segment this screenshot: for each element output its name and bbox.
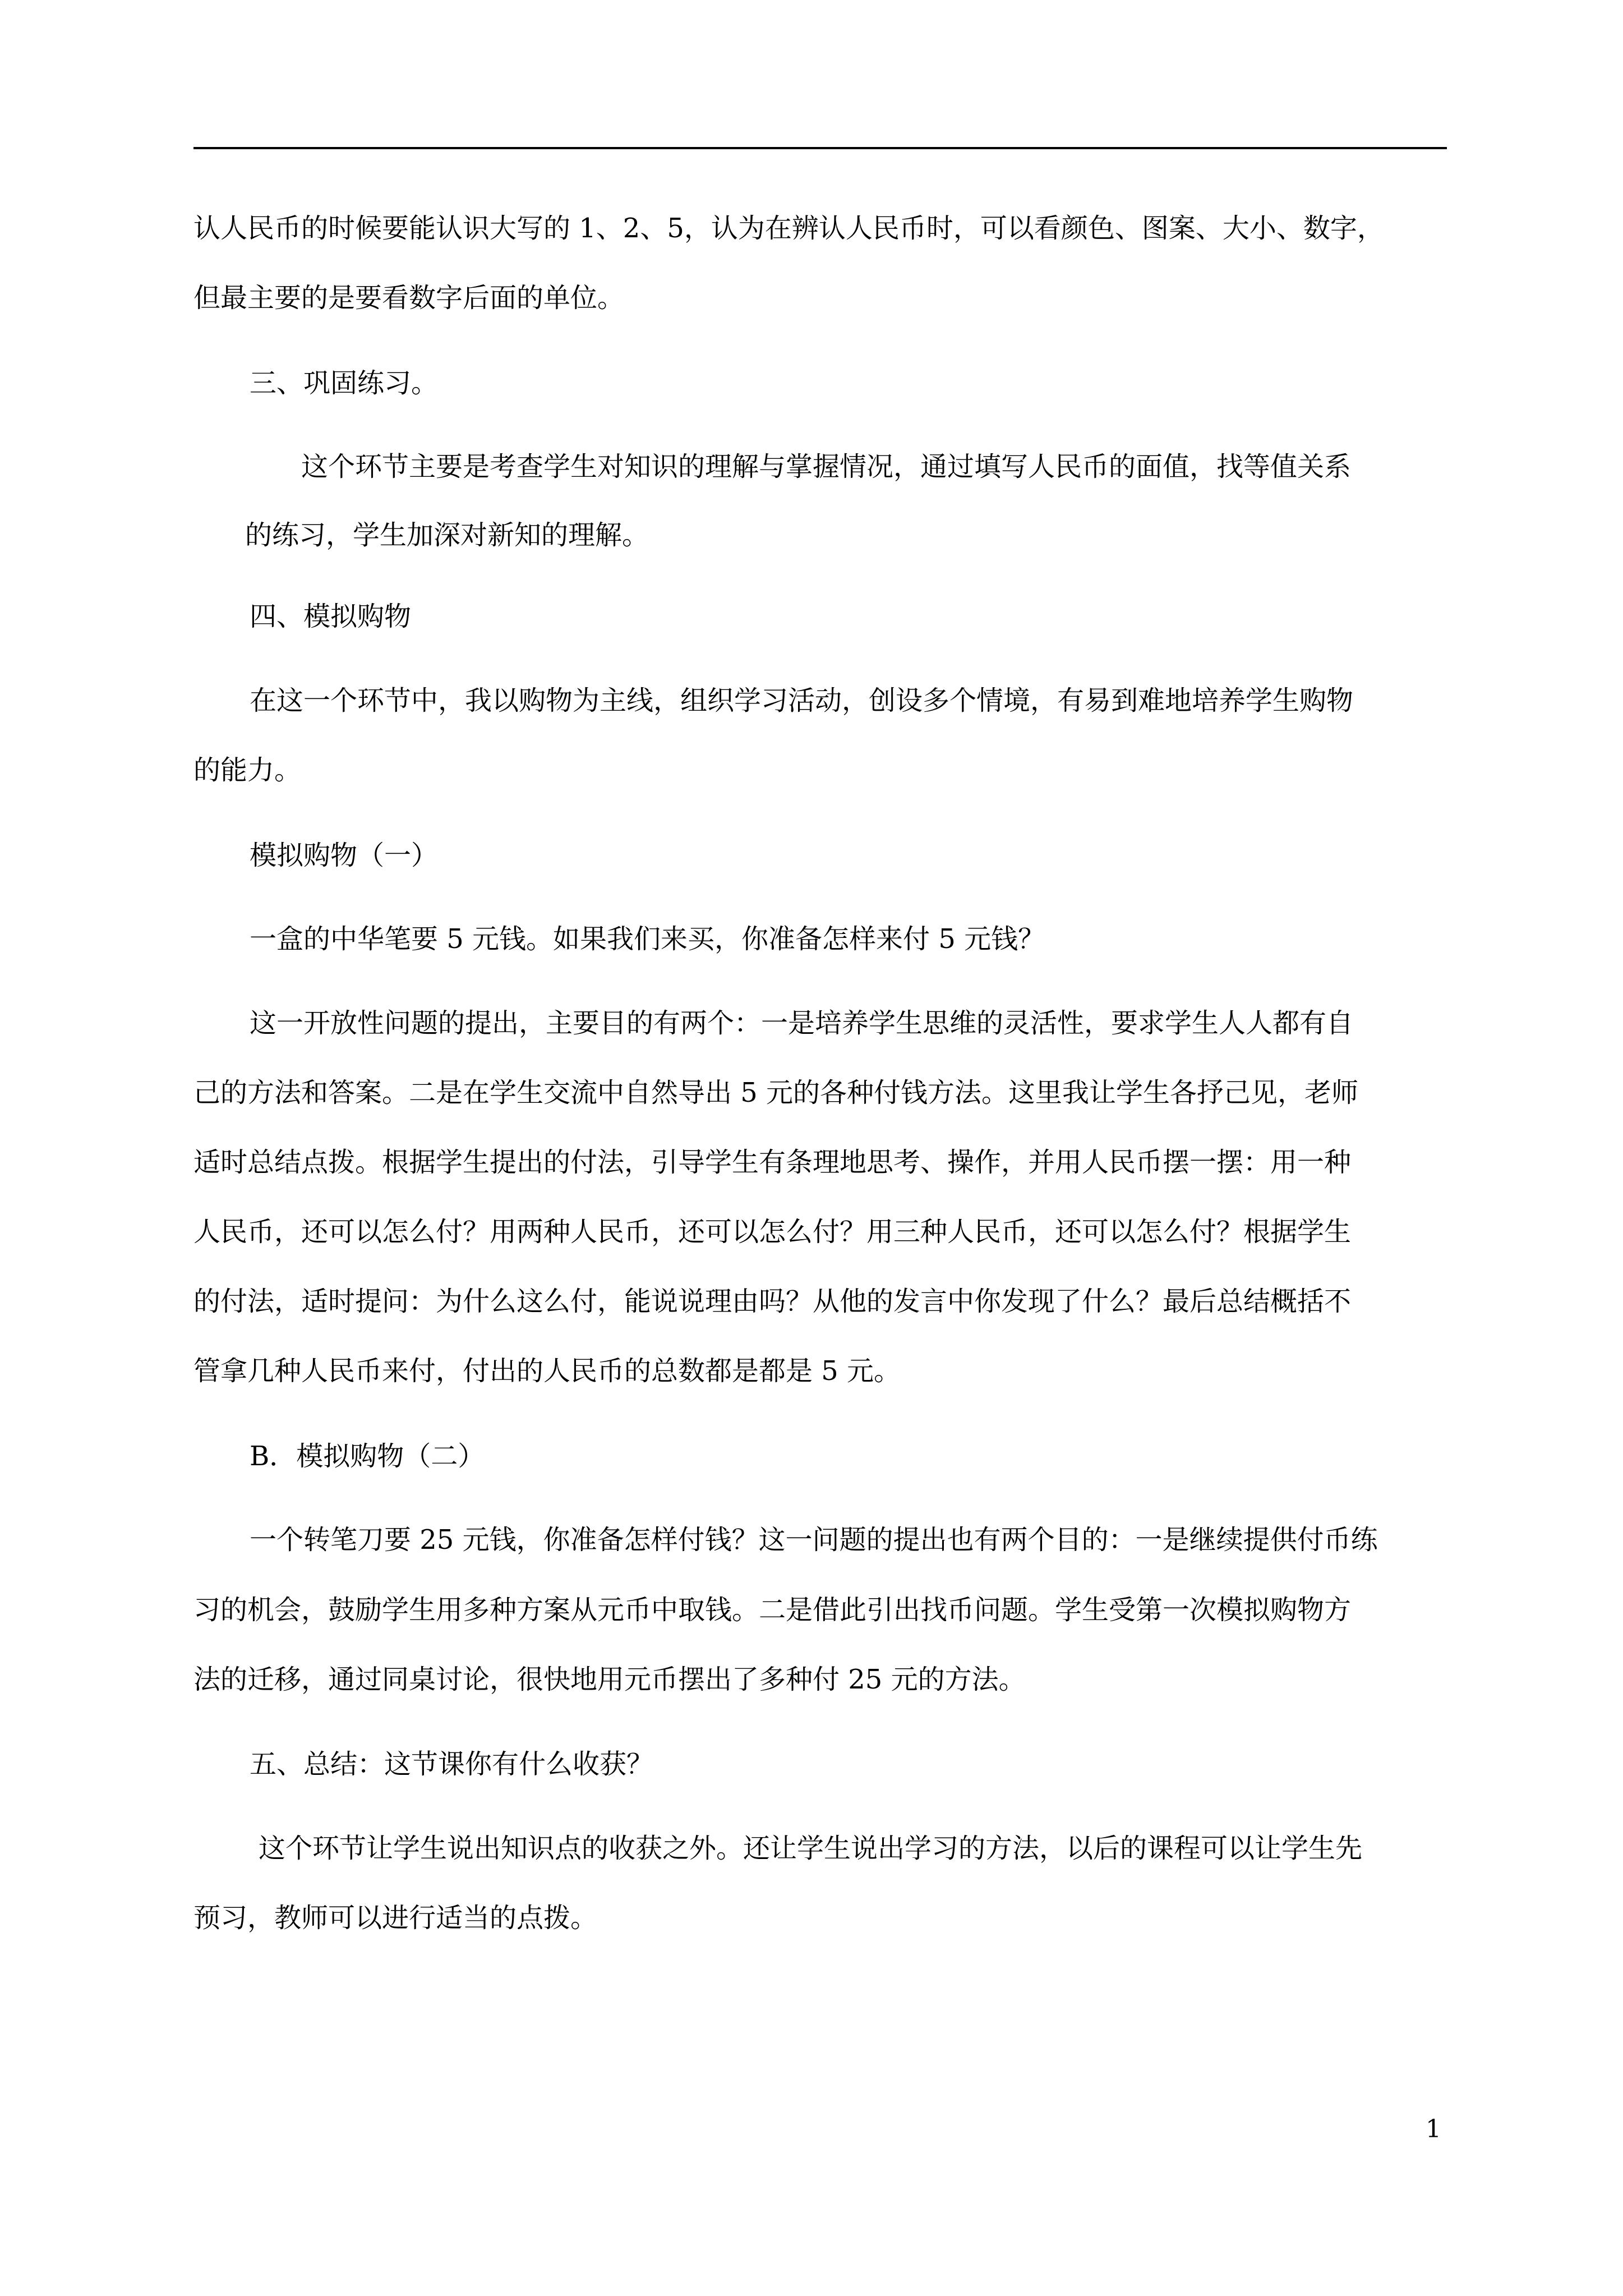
section-heading: 五、总结：这节课你有什么收获？	[250, 1749, 654, 1780]
body-line: 的付法，适时提问：为什么这么付，能说说理由吗？从他的发言中你发现了什么？最后总结概括不	[193, 1286, 1352, 1317]
body-line: 这一开放性问题的提出，主要目的有两个：一是培养学生思维的灵活性，要求学生人人都有自	[250, 1007, 1354, 1039]
body-line: 人民币，还可以怎么付？用两种人民币，还可以怎么付？用三种人民币，还可以怎么付？根据学生	[193, 1216, 1352, 1248]
body-line: 法的迁移，通过同桌讨论，很快地用元币摆出了多种付 25 元的方法。	[193, 1664, 1026, 1695]
page-number: 1	[1426, 2115, 1441, 2143]
body-line: 这个环节主要是考查学生对知识的理解与掌握情况，通过填写人民币的面值，找等值关系	[301, 451, 1352, 482]
body-line: 的练习，学生加深对新知的理解。	[245, 519, 649, 551]
body-line: 一个转笔刀要 25 元钱，你准备怎样付钱？这一问题的提出也有两个目的：一是继续提供付币练	[250, 1524, 1378, 1556]
body-line: 这个环节让学生说出知识点的收获之外。还让学生说出学习的方法，以后的课程可以让学生先	[259, 1833, 1363, 1864]
body-line: 在这一个环节中，我以购物为主线，组织学习活动，创设多个情境，有易到难地培养学生购物	[250, 685, 1354, 716]
subsection-heading: 模拟购物（一）	[250, 840, 439, 871]
body-line: 预习，教师可以进行适当的点拨。	[193, 1902, 598, 1934]
subsection-heading: B．模拟购物（二）	[250, 1441, 485, 1472]
body-line: 习的机会，鼓励学生用多种方案从元币中取钱。二是借此引出找币问题。学生受第一次模拟购物方	[193, 1594, 1352, 1626]
section-heading: 三、巩固练习。	[250, 367, 439, 399]
body-line: 适时总结点拨。根据学生提出的付法，引导学生有条理地思考、操作，并用人民币摆一摆：用一种	[193, 1147, 1352, 1178]
section-heading: 四、模拟购物	[250, 601, 412, 632]
body-line: 管拿几种人民币来付，付出的人民币的总数都是都是 5 元。	[193, 1355, 901, 1387]
header-rule	[193, 147, 1447, 149]
body-line: 一盒的中华笔要 5 元钱。如果我们来买，你准备怎样来付 5 元钱？	[250, 923, 1045, 955]
body-line: 己的方法和答案。二是在学生交流中自然导出 5 元的各种付钱方法。这里我让学生各抒己见，老师	[193, 1077, 1359, 1108]
body-line: 认人民币的时候要能认识大写的 1、2、5，认为在辨认人民币时，可以看颜色、图案、大小、数字，	[193, 213, 1384, 244]
body-line: 但最主要的是要看数字后面的单位。	[193, 282, 625, 314]
body-line: 的能力。	[193, 754, 302, 786]
